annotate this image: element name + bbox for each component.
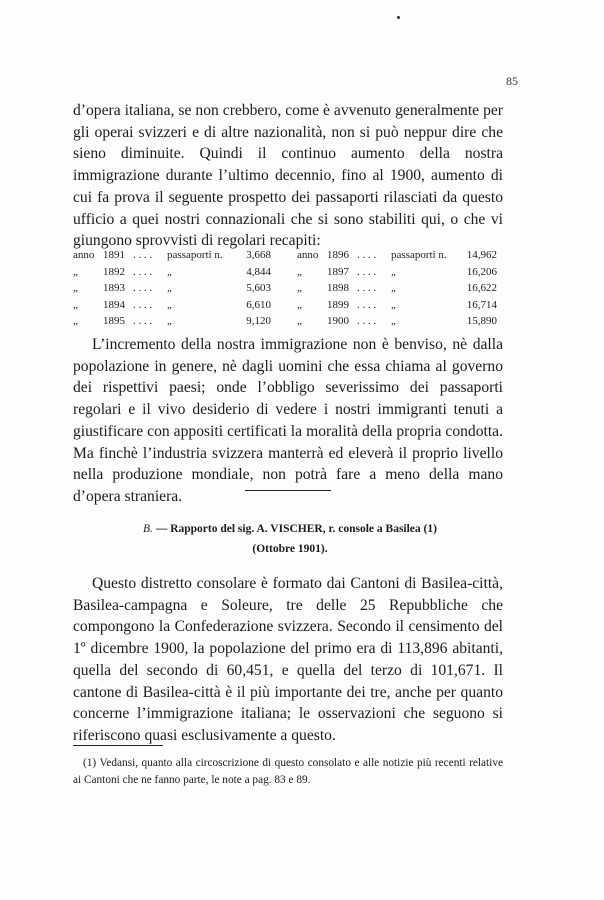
table-row bbox=[73, 264, 507, 281]
paragraph-intro: d’opera italiana, se non crebbero, come è avvenuto generalmente per gli operai svizzeri e di altre nazionalità, non si può neppur dire che sieno diminuite. Quindi il continuo aumento della nostra immigrazione durante l’ultimo decennio, fino al 1900, aumento di cui fa prova il seguente prospetto dei passaporti rilasciati da questo ufficio a quei nostri connazionali che si sono stabiliti qui, o che vi giungono sprovvisti di regolari recapiti: bbox=[73, 102, 503, 250]
section-heading bbox=[73, 520, 507, 539]
table-cell-l-num: 3,668 bbox=[246, 249, 271, 261]
table-cell-l-dots: . . . . bbox=[133, 265, 153, 278]
paragraph-district: Questo distretto consolare è formato dai Cantoni di Basilea-città, Basilea-campagna e Soleure, tre delle 25 Repubbliche che compongono la Confederazione svizzera. Secondo il censimento del 1º dicembre 1900, la popolazione del primo era di 113,896 abitanti, quella del secondo di 60,451, e quella del terzo di 101,671. Il cantone di Basilea-città è il più importante dei tre, anche per quanto concerne l’immigrazione italiana; le osservazioni che seguono si riferiscono quasi esclusivamente a questo. bbox=[73, 575, 503, 744]
footnote: (1) Vedansi, quanto alla circoscrizione di questo consolato e alle notizie più recenti relative ai Cantoni che ne fanno parte, le note a pag. 83 e 89. bbox=[73, 757, 503, 786]
table-cell-l-pre: „ bbox=[73, 315, 78, 327]
table-cell-r-year: 1898 bbox=[327, 282, 349, 294]
table-cell-r-year: 1896 bbox=[327, 249, 349, 261]
table-cell-l-label: „ bbox=[167, 298, 172, 311]
section-date: (Ottobre 1901). bbox=[252, 543, 328, 555]
table-cell-l-dots: . . . . bbox=[133, 249, 153, 261]
table-cell-l-dots: . . . . bbox=[133, 282, 153, 294]
table-cell-l-label: „ bbox=[167, 265, 172, 278]
table-row bbox=[73, 297, 507, 314]
table-cell-r-dots: . . . . bbox=[357, 282, 377, 294]
table-cell-r-pre: anno bbox=[297, 249, 319, 261]
table-cell-r-dots: . . . . bbox=[357, 265, 377, 278]
table-cell-r-num: 16,206 bbox=[466, 265, 497, 278]
table-cell-l-num: 6,610 bbox=[246, 298, 271, 311]
table-cell-r-num: 14,962 bbox=[466, 249, 497, 261]
table-cell-r-label: „ bbox=[391, 298, 396, 311]
table-cell-r-year: 1899 bbox=[327, 298, 349, 311]
table-cell-l-pre: „ bbox=[73, 298, 78, 311]
table-cell-l-num: 9,120 bbox=[246, 315, 271, 327]
table-cell-r-pre: „ bbox=[297, 265, 302, 278]
table-cell-l-label: „ bbox=[167, 315, 172, 327]
table-cell-r-num: 15,890 bbox=[466, 315, 497, 327]
section-title: — Rapporto del sig. A. VISCHER, r. console a Basilea (1) bbox=[155, 523, 437, 535]
table-cell-r-label: „ bbox=[391, 315, 396, 327]
section-letter: B. bbox=[143, 523, 153, 535]
table-cell-l-label: „ bbox=[167, 282, 172, 294]
table-cell-l-label: passaporti n. bbox=[167, 249, 223, 261]
table-cell-r-num: 16,714 bbox=[466, 298, 497, 311]
table-cell-l-pre: „ bbox=[73, 265, 78, 278]
table-cell-l-pre: „ bbox=[73, 282, 78, 294]
table-cell-r-dots: . . . . bbox=[357, 249, 377, 261]
table-cell-r-num: 16,622 bbox=[466, 282, 497, 294]
page-number: 85 bbox=[506, 74, 518, 88]
table-cell-l-year: 1892 bbox=[103, 265, 125, 278]
table-row bbox=[73, 247, 507, 264]
print-speck bbox=[397, 16, 400, 19]
table-cell-r-pre: „ bbox=[297, 298, 302, 311]
footnote-rule bbox=[73, 745, 163, 746]
table-cell-l-year: 1895 bbox=[103, 315, 125, 327]
table-cell-r-label: „ bbox=[391, 265, 396, 278]
table-cell-r-label: passaporti n. bbox=[391, 249, 447, 261]
section-divider bbox=[245, 490, 331, 491]
table-cell-l-year: 1893 bbox=[103, 282, 125, 294]
table-cell-r-pre: „ bbox=[297, 282, 302, 294]
passport-table-body bbox=[73, 247, 507, 330]
table-cell-l-num: 4,844 bbox=[246, 265, 271, 278]
table-cell-l-dots: . . . . bbox=[133, 315, 153, 327]
passport-table bbox=[73, 247, 507, 330]
table-cell-l-dots: . . . . bbox=[133, 298, 153, 311]
table-cell-r-dots: . . . . bbox=[357, 315, 377, 327]
table-cell-l-year: 1891 bbox=[103, 249, 125, 261]
table-cell-l-num: 5,603 bbox=[246, 282, 271, 294]
table-cell-r-year: 1900 bbox=[327, 315, 349, 327]
paragraph-increment: L’incremento della nostra immigrazione non è benviso, nè dalla popolazione in genere, nè dagli uomini che essa chiama al governo dei rispettivi paesi; onde l’obbligo severissimo dei passaporti regolari e il vivo desiderio di vedere i nostri immigranti tenuti a giustificare con appositi certificati la moralità della propria condotta. Ma finchè l’industria svizzera manterrà ed eleverà il proprio livello nella produzione mondiale, non potrà fare a meno della mano d’opera straniera. bbox=[73, 336, 503, 505]
table-cell-r-pre: „ bbox=[297, 315, 302, 327]
table-cell-l-pre: anno bbox=[73, 249, 95, 261]
table-cell-r-label: „ bbox=[391, 282, 396, 294]
table-cell-r-year: 1897 bbox=[327, 265, 349, 278]
table-cell-r-dots: . . . . bbox=[357, 298, 377, 311]
table-row bbox=[73, 313, 507, 330]
table-row bbox=[73, 280, 507, 297]
table-cell-l-year: 1894 bbox=[103, 298, 125, 311]
